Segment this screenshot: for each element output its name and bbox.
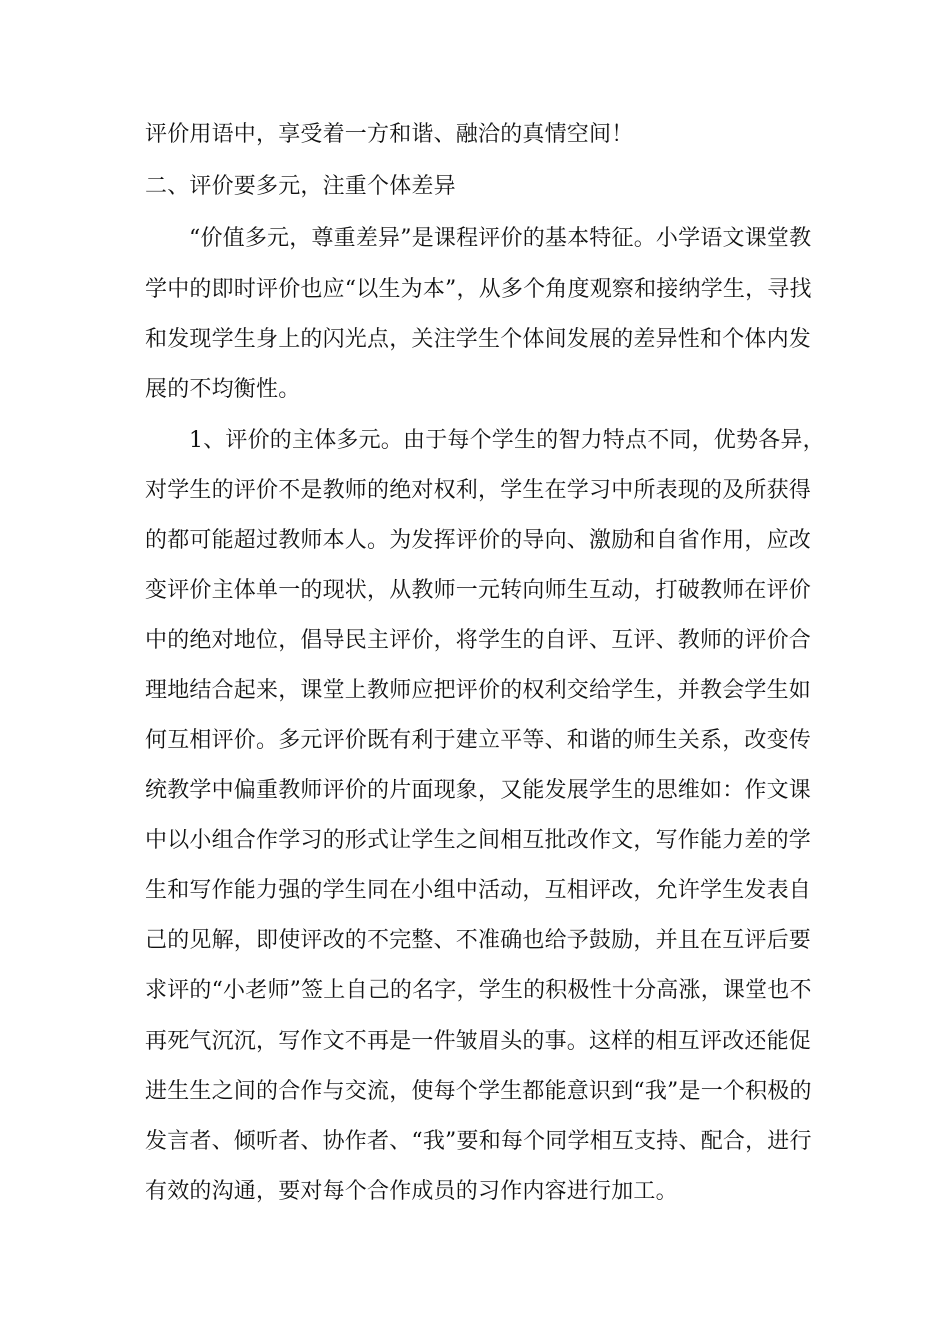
text-line: 再死气沉沉，写作文不再是一件皱眉头的事。这样的相互评改还能促 xyxy=(145,1029,812,1054)
text-line: 和发现学生身上的闪光点，关注学生个体间发展的差异性和个体内发 xyxy=(145,327,812,352)
text-line: 进生生之间的合作与交流，使每个学生都能意识到“我”是一个积极的 xyxy=(145,1079,812,1104)
text-line: 展的不均衡性。 xyxy=(145,377,301,402)
text-line: 学中的即时评价也应“以生为本”，从多个角度观察和接纳学生，寻找 xyxy=(145,277,812,302)
text-line: 求评的“小老师”签上自己的名字，学生的积极性十分高涨，课堂也不 xyxy=(145,978,812,1003)
text-line: 生和写作能力强的学生同在小组中活动，互相评改，允许学生发表自 xyxy=(145,878,812,903)
text-line: “价值多元，尊重差异”是课程评价的基本特征。小学语文课堂教 xyxy=(189,226,812,251)
text-line: 变评价主体单一的现状，从教师一元转向师生互动，打破教师在评价 xyxy=(145,578,812,603)
text-line: 对学生的评价不是教师的绝对权利，学生在学习中所表现的及所获得 xyxy=(145,478,812,503)
text-line: 中以小组合作学习的形式让学生之间相互批改作文，写作能力差的学 xyxy=(145,828,812,853)
text-line: 理地结合起来，课堂上教师应把评价的权利交给学生，并教会学生如 xyxy=(145,678,812,703)
text-line: 发言者、倾听者、协作者、“我”要和每个同学相互支持、配合，进行 xyxy=(145,1129,812,1154)
text-line: 1、评价的主体多元。由于每个学生的智力特点不同，优势各异， xyxy=(189,428,825,453)
text-line: 己的见解，即使评改的不完整、不准确也给予鼓励，并且在互评后要 xyxy=(145,928,812,953)
text-line: 评价用语中，享受着一方和谐、融洽的真情空间！ xyxy=(145,122,634,147)
text-line: 的都可能超过教师本人。为发挥评价的导向、激励和自省作用，应改 xyxy=(145,528,812,553)
text-line: 统教学中偏重教师评价的片面现象，又能发展学生的思维如：作文课 xyxy=(145,778,812,803)
text-line: 何互相评价。多元评价既有利于建立平等、和谐的师生关系，改变传 xyxy=(145,728,812,753)
section-heading: 二、评价要多元，注重个体差异 xyxy=(145,174,456,199)
text-line: 中的绝对地位，倡导民主评价，将学生的自评、互评、教师的评价合 xyxy=(145,628,812,653)
text-line: 有效的沟通，要对每个合作成员的习作内容进行加工。 xyxy=(145,1179,678,1204)
